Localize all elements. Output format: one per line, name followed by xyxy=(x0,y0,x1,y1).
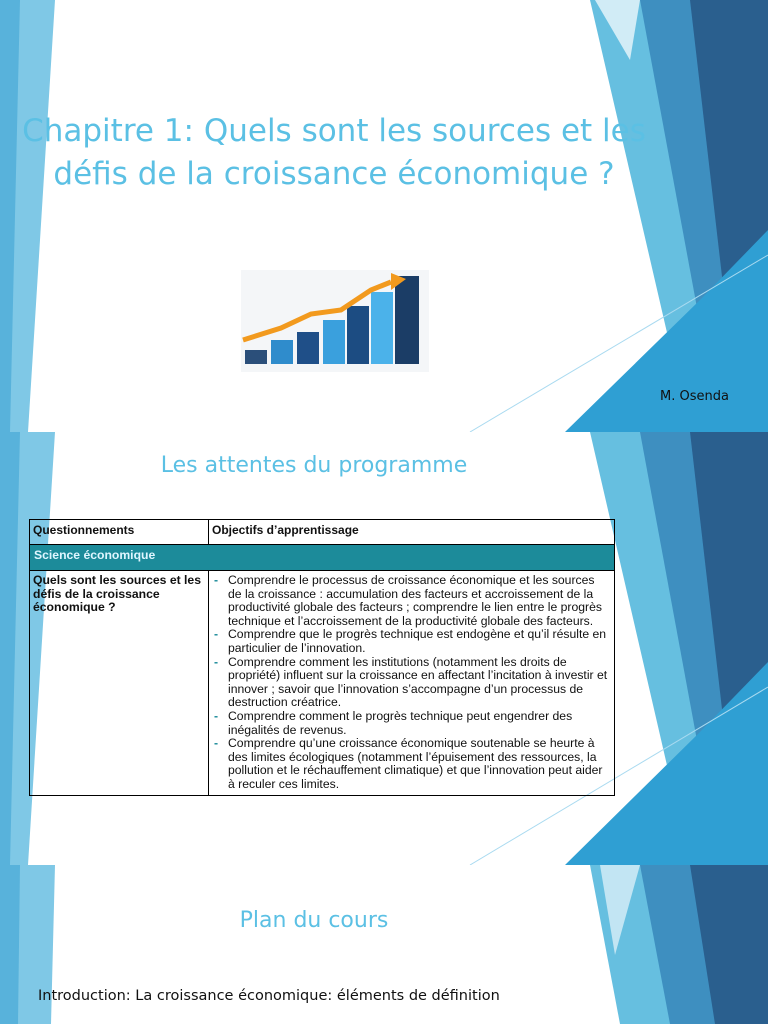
list-item xyxy=(212,737,611,791)
programme-table xyxy=(29,519,615,796)
table-header-row xyxy=(30,520,615,545)
dash-bullet-icon: - xyxy=(214,627,219,642)
objective-text: Comprendre que le progrès technique est endogène et qu’il résulte en particulier de l’innovation. xyxy=(228,627,607,655)
growth-bar-chart-arrow-icon xyxy=(241,270,429,372)
objective-text: Comprendre le processus de croissance économique et les sources de la croissance : accumulation des facteurs et accroissement de la productivité globale des facteurs ; comprendre le lien entre le progrès technique et l’accroissement de la productivité globale des facteurs. xyxy=(228,573,602,628)
table-question-cell: Quels sont les sources et les défis de la croissance économique ? xyxy=(30,571,209,796)
list-item xyxy=(212,656,611,710)
author-name: M. Osenda xyxy=(660,389,729,404)
slide-title xyxy=(0,0,768,432)
objectives-list xyxy=(212,574,611,792)
table-header-questions: Questionnements xyxy=(30,520,209,545)
list-item xyxy=(212,710,611,737)
list-item xyxy=(212,628,611,655)
objective-text: Comprendre comment les institutions (notamment les droits de propriété) influent sur la croissance en affectant l’incitation à investir et innover ; savoir que l’innovation s’accompagne d’un processus de destruction créatrice. xyxy=(228,654,608,710)
plan-heading: Plan du cours xyxy=(239,908,389,933)
table-header-objectives: Objectifs d’apprentissage xyxy=(209,520,615,545)
programme-heading: Les attentes du programme xyxy=(160,453,468,478)
objective-text: Comprendre qu’une croissance économique soutenable se heurte à des limites écologiques (notamment l’épuisement des ressources, la pollution et le réchauffement climatique) et que l’innovation peut aider à reculer ces limites. xyxy=(228,736,603,791)
intro-text: Introduction: La croissance économique: éléments de définition xyxy=(38,988,500,1004)
objective-text: Comprendre comment le progrès technique peut engendrer des inégalités de revenus. xyxy=(228,708,573,737)
list-item xyxy=(212,574,611,628)
dash-bullet-icon: - xyxy=(214,654,219,669)
dash-bullet-icon: - xyxy=(214,573,219,587)
table-row xyxy=(30,571,615,796)
table-section-row xyxy=(30,545,615,571)
slide-title-heading: Chapitre 1: Quels sont les sources et les défis de la croissance économique ? xyxy=(22,113,646,192)
dash-bullet-icon: - xyxy=(214,708,219,723)
table-section-label: Science économique xyxy=(30,545,615,571)
table-objectives-cell xyxy=(209,571,615,796)
dash-bullet-icon: - xyxy=(214,736,219,751)
